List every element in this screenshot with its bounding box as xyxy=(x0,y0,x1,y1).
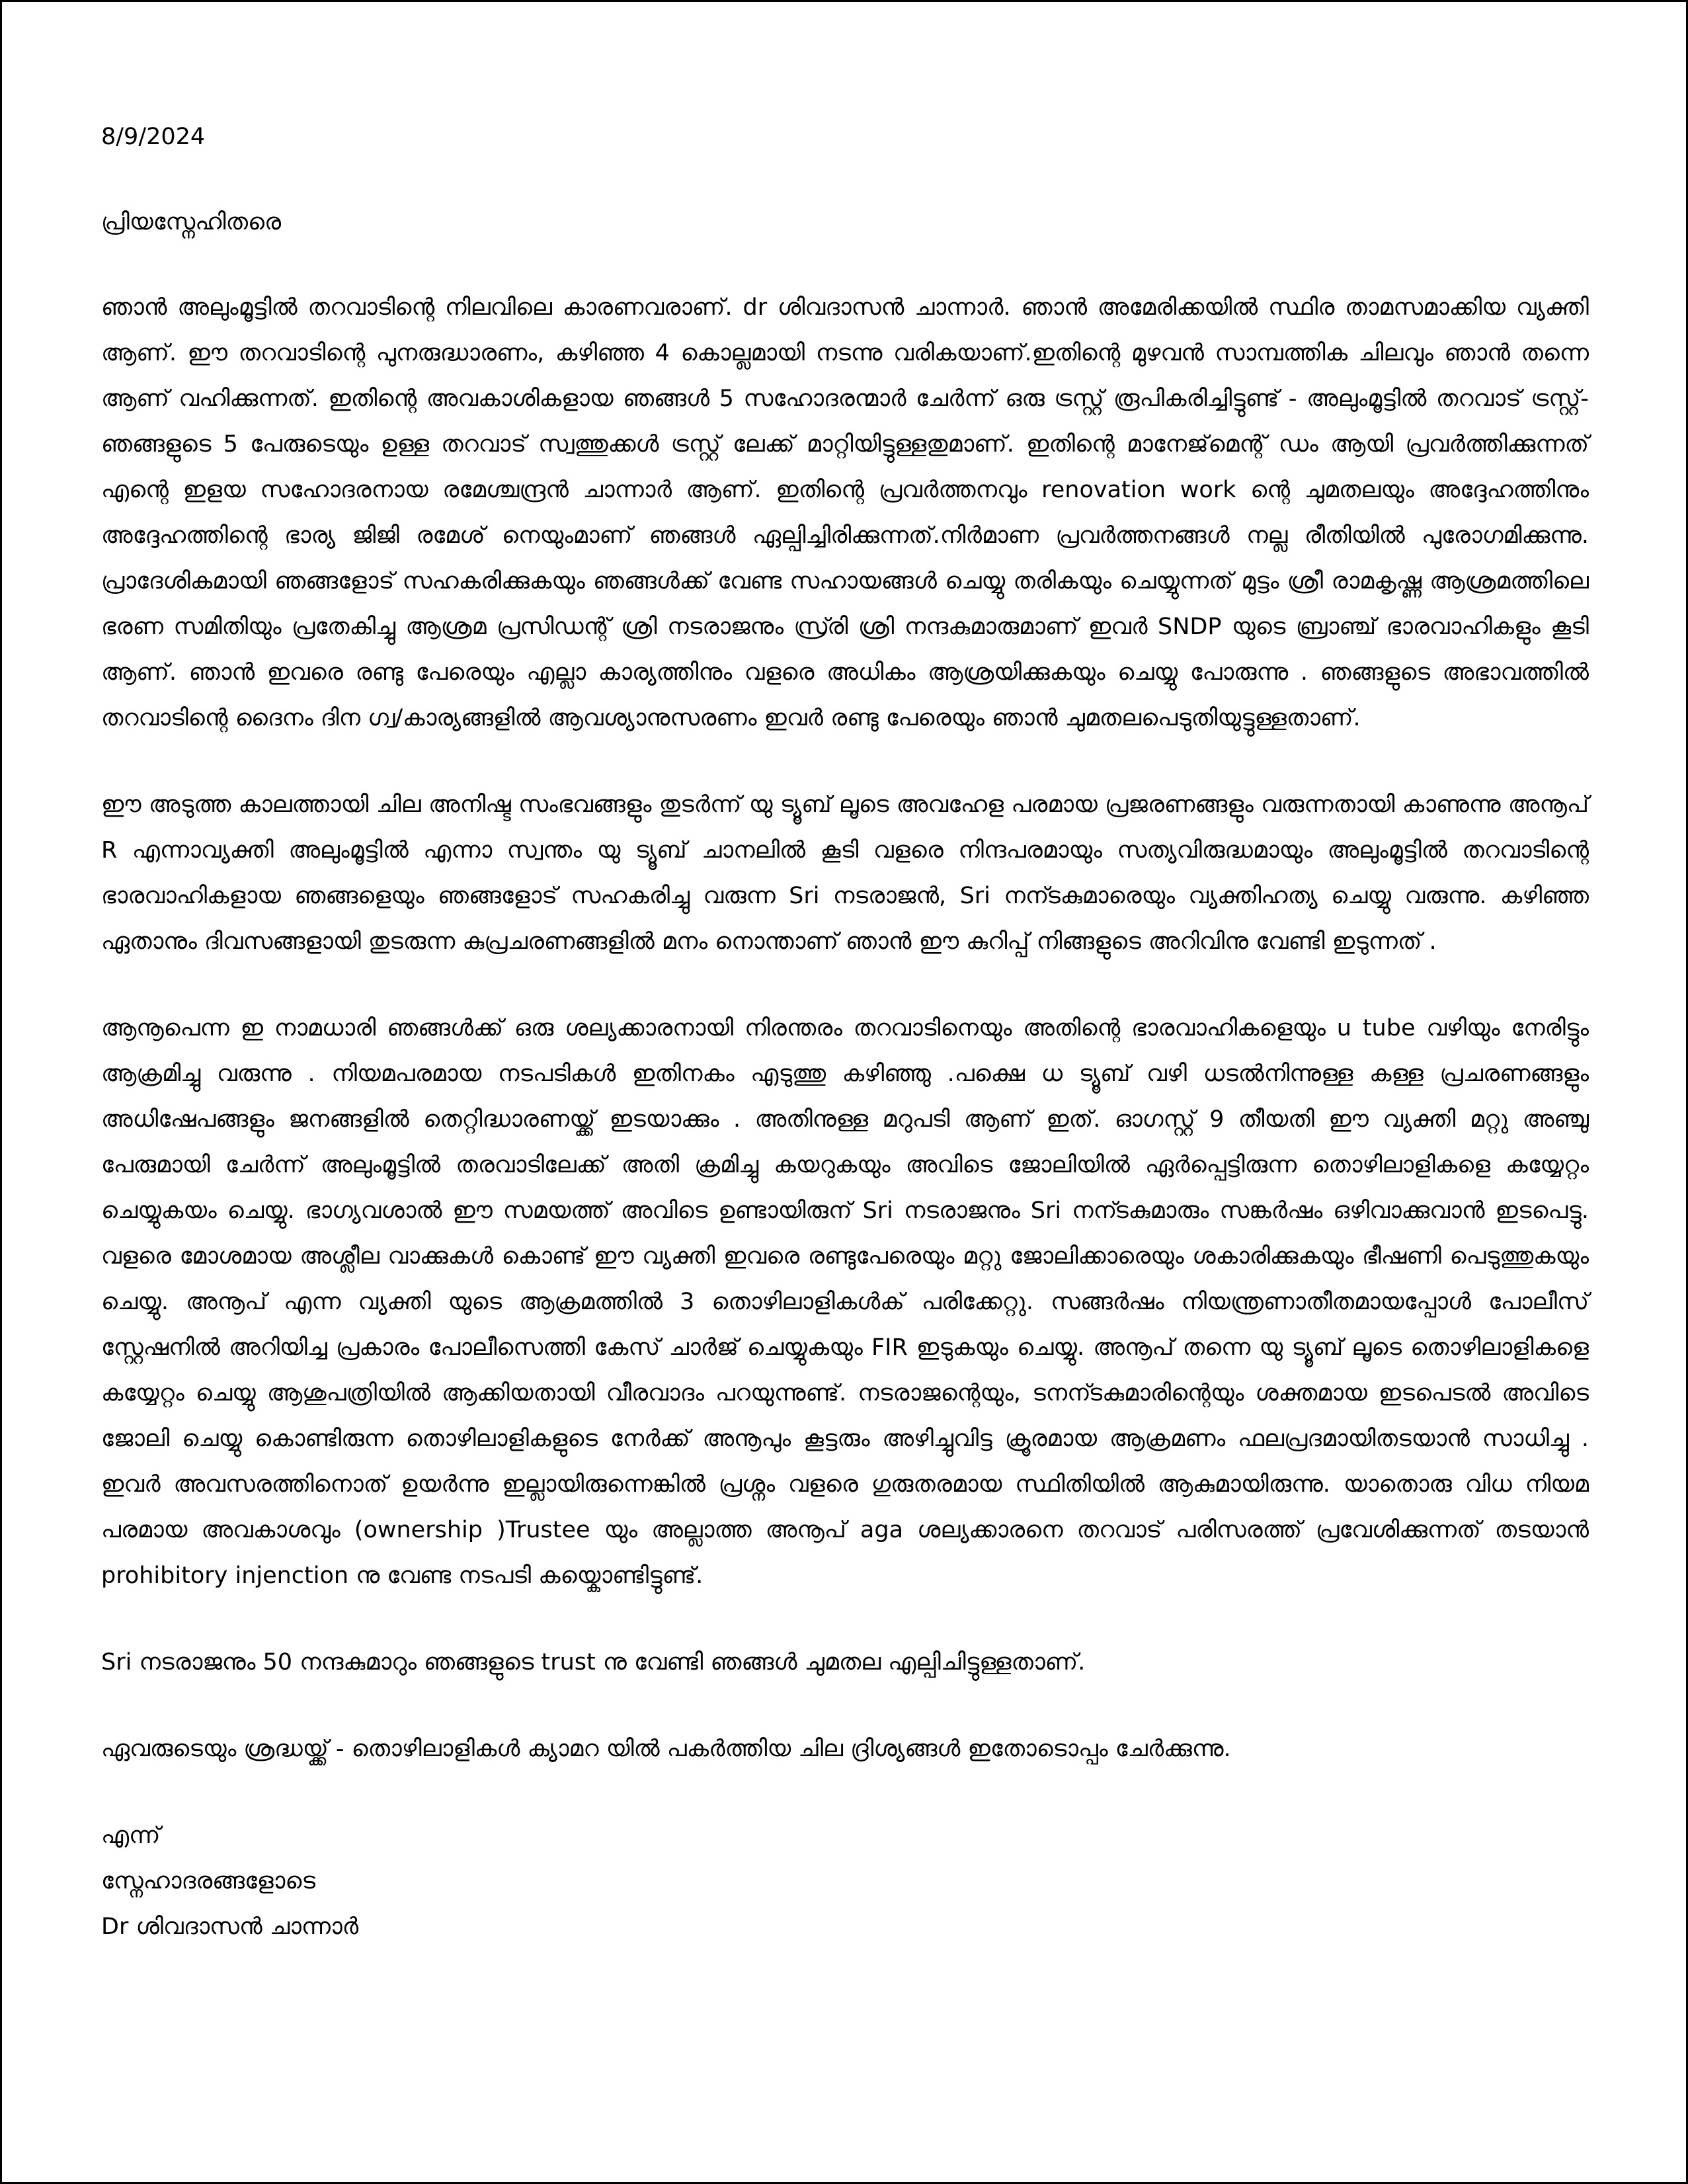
signature: Dr ശിവദാസൻ ചാന്നാർ xyxy=(101,1914,359,1940)
letter-date: 8/9/2024 xyxy=(101,124,206,150)
paragraph-4: Sri നടരാജനും 50 നന്ദകുമാറും ഞങ്ങളുടെ trust നു വേണ്ടി ഞങ്ങൾ ചുമതല എല്പിചിട്ടുള്ളതാണ്. xyxy=(101,1649,1086,1676)
letter-body xyxy=(101,114,1589,1950)
closing-line-1: എന്ന് xyxy=(101,1822,161,1849)
salutation: പ്രിയസ്നേഹിതരെ xyxy=(101,209,282,235)
paragraph-5: ഏവരുടെയും ശ്രദ്ധയ്ക്ക് - തൊഴിലാളികൾ ക്യാമറ യിൽ പകർത്തിയ ചില ദ്രിശ്യങ്ങൾ ഇതോടൊപ്പം ചേർക്കുന്നു. xyxy=(101,1736,1231,1762)
closing-line-2: സ്നേഹാദരങ്ങളോടെ xyxy=(101,1868,315,1894)
paragraph-3: ആനൂപെന്ന ഇ നാമധാരി ഞങ്ങൾക്ക് ഒരു ശല്യക്കാരനായി നിരന്തരം തറവാടിനെയും അതിന്റെ ഭാരവാഹികളെയും u tube വഴിയും നേരിട്ടും ആക്രമിച്ചു വരുന്നു . നിയമപരമായ നടപടികൾ ഇതിനകം എടുത്തു കഴിഞ്ഞു .പക്ഷെ ധ ട്യൂബ് വഴി ധടൽനിന്നുള്ള കള്ള പ്രചരണങ്ങളും അധിഷേപങ്ങളും ജനങ്ങളിൽ തെറ്റിദ്ധാരണയ്ക്ക് ഇടയാക്കും . അതിനുള്ള മറുപടി ആണ് ഇത്. ഓഗസ്റ്റ് 9 തീയതി ഈ വ്യക്തി മറ്റു അഞ്ചു പേരുമായി ചേർന്ന് അലുംമൂട്ടിൽ തരവാടിലേക്ക് അതി ക്രമിച്ചു കയറുകയും അവിടെ ജോലിയിൽ ഏർപ്പെട്ടിരുന്ന തൊഴിലാളികളെ കയ്യേറ്റം ചെയ്യുകയം ചെയ്യു. ഭാഗ്യവശാൽ ഈ സമയത്ത് അവിടെ ഉണ്ടായിരുന് Sri നടരാജനും Sri നന്ടകുമാരും സങ്കർഷം ഒഴിവാക്കുവാൻ ഇടപെട്ടു. വളരെ മോശമായ അശ്ലീല വാക്കുകൾ കൊണ്ട് ഈ വ്യക്തി ഇവരെ രണ്ടുപേരെയും മറ്റു ജോലിക്കാരെയും ശകാരിക്കുകയും ഭീഷണി പെടുത്തുകയും ചെയ്യു. അനൂപ് എന്ന വ്യക്തി യുടെ ആക്രമത്തിൽ 3 തൊഴിലാളികൾക് പരിക്കേറ്റു. സങ്ങർഷം നിയന്ത്രണാതീതമായപ്പോൾ പോലീസ് സ്റ്റേഷനിൽ അറിയിച്ച പ്രകാരം പോലീസെത്തി കേസ് ചാർജ് ചെയ്യുകയും FIR ഇടുകയും ചെയ്യു. അനൂപ് തന്നെ യു ട്യൂബ് ലൂടെ തൊഴിലാളികളെ കയ്യേറ്റം ചെയ്യു ആശുപത്രിയിൽ ആക്കിയതായി വീരവാദം പറയുന്നുണ്ട്. നടരാജന്റെയും, ടനന്ടകുമാരിന്റെയും ശക്തമായ ഇടപെടൽ അവിടെ ജോലി ചെയ്യു കൊണ്ടിരുന്ന തൊഴിലാളികളുടെ നേർക്ക് അനൂപും കൂട്ടരും അഴിച്ചുവിട്ട ക്രൂരമായ ആക്രമണം ഫലപ്രദമായിതടയാൻ സാധിച്ചു . ഇവർ അവസരത്തിനൊത് ഉയർന്നു ഇല്ലായിരുന്നെങ്കിൽ പ്രശ്നം വളരെ ഗുരുതരമായ സ്ഥിതിയിൽ ആകുമായിരുന്നു. യാതൊരു വിധ നിയമ പരമായ അവകാശവും (ownership )Trustee യും അല്ലാത്ത അനൂപ് aga ശല്യക്കാരനെ തറവാട് പരിസരത്ത് പ്രവേശിക്കുന്നത് തടയാൻ prohibitory injenction നു വേണ്ട നടപടി കയ്കൊണ്ടിട്ടുണ്ട്. xyxy=(101,1015,1589,1589)
paragraph-1: ഞാൻ അലുംമൂട്ടിൽ തറവാടിന്റെ നിലവിലെ കാരണവരാണ്. dr ശിവദാസൻ ചാന്നാർ. ഞാൻ അമേരിക്കയിൽ സ്ഥിര താമസമാക്കിയ വ്യക്തി ആണ്. ഈ തറവാടിന്റെ പുനരുദ്ധാരണം, കഴിഞ്ഞ 4 കൊല്ലമായി നടന്നു വരികയാണ്.ഇതിന്റെ മുഴവൻ സാമ്പത്തിക ചിലവും ഞാൻ തന്നെ ആണ് വഹിക്കുന്നത്. ഇതിന്റെ അവകാശികളായ ഞങ്ങൾ 5 സഹോദരന്മാർ ചേർന്ന് ഒരു ട്രസ്റ്റ് രൂപികരിച്ചിട്ടുണ്ട് - അലുംമൂട്ടിൽ തറവാട് ട്രസ്റ്റ്- ഞങ്ങളുടെ 5 പേരുടെയും ഉള്ള തറവാട് സ്വത്തുക്കൾ ട്രസ്റ്റ് ലേക്ക് മാറ്റിയിട്ടുള്ളതുമാണ്. ഇതിന്റെ മാനേജ്‌മെന്റ് ഡം ആയി പ്രവർത്തിക്കുന്നത് എന്റെ ഇളയ സഹോദരനായ രമേശ്ചന്ദ്രൻ ചാന്നാർ ആണ്. ഇതിന്റെ പ്രവർത്തനവും renovation work ന്റെ ചുമതലയും അദ്ദേഹത്തിനും അദ്ദേഹത്തിന്റെ ഭാര്യ ജിജി രമേശ് നെയുംമാണ് ഞങ്ങൾ ഏല്പിച്ചിരിക്കുന്നത്.നിർമാണ പ്രവർത്തനങ്ങൾ നല്ല രീതിയിൽ പുരോഗമിക്കുന്നു. പ്രാദേശികമായി ഞങ്ങളോട് സഹകരിക്കുകയും ഞങ്ങൾക്ക് വേണ്ട സഹായങ്ങൾ ചെയ്യു തരികയും ചെയ്യുന്നത് മുട്ടം ശ്രീ രാമകൃഷ്ണ ആശ്രമത്തിലെ ഭരണ സമിതിയും പ്രതേകിച്ചു ആശ്രമ പ്രസിഡന്റ് ശ്രി നടരാജനും സ്ര്രി ശ്രി നന്ദകുമാരുമാണ് ഇവർ SNDP യുടെ ബ്രാഞ്ച് ഭാരവാഹികളും കൂടി ആണ്. ഞാൻ ഇവരെ രണ്ടു പേരെയും എല്ലാ കാര്യത്തിനും വളരെ അധികം ആശ്രയിക്കുകയും ചെയ്യു പോരുന്നു . ഞങ്ങളുടെ അഭാവത്തിൽ തറവാടിന്റെ ദൈനം ദിന ഗ്വ/കാര്യങ്ങളിൽ ആവശ്യാനുസരണം ഇവർ രണ്ടു പേരെയും ഞാൻ ചുമതലപെടുതിയുട്ടുള്ളതാണ്. xyxy=(101,294,1589,731)
paragraph-2: ഈ അടുത്ത കാലത്തായി ചില അനിഷ്ട സംഭവങ്ങളും തുടർന്ന് യു ട്യൂബ് ലൂടെ അവഹേള പരമായ പ്രജരണങ്ങളും വരുന്നതായി കാണുന്നു അനൂപ് R എന്നാവ്യക്തി അലുംമൂട്ടിൽ എന്നാ സ്വന്തം യു ട്യൂബ് ചാനലിൽ കൂടി വളരെ നിന്ദപരമായും സത്യവിരുദ്ധമായും അലുംമൂട്ടിൽ തറവാടിന്റെ ഭാരവാഹികളായ ഞങ്ങളെയും ഞങ്ങളോട് സഹകരിച്ചു വരുന്ന Sri നടരാജൻ, Sri നന്ടകുമാരെയും വ്യക്തിഹത്യ ചെയ്യു വരുന്നു. കഴിഞ്ഞ ഏതാനും ദിവസങ്ങളായി തുടരുന്ന കുപ്രചരണങ്ങളിൽ മനം നൊന്താണ് ഞാൻ ഈ കുറിപ്പ് നിങ്ങളുടെ അറിവിനു വേണ്ടി ഇടുന്നത് . xyxy=(101,791,1589,955)
